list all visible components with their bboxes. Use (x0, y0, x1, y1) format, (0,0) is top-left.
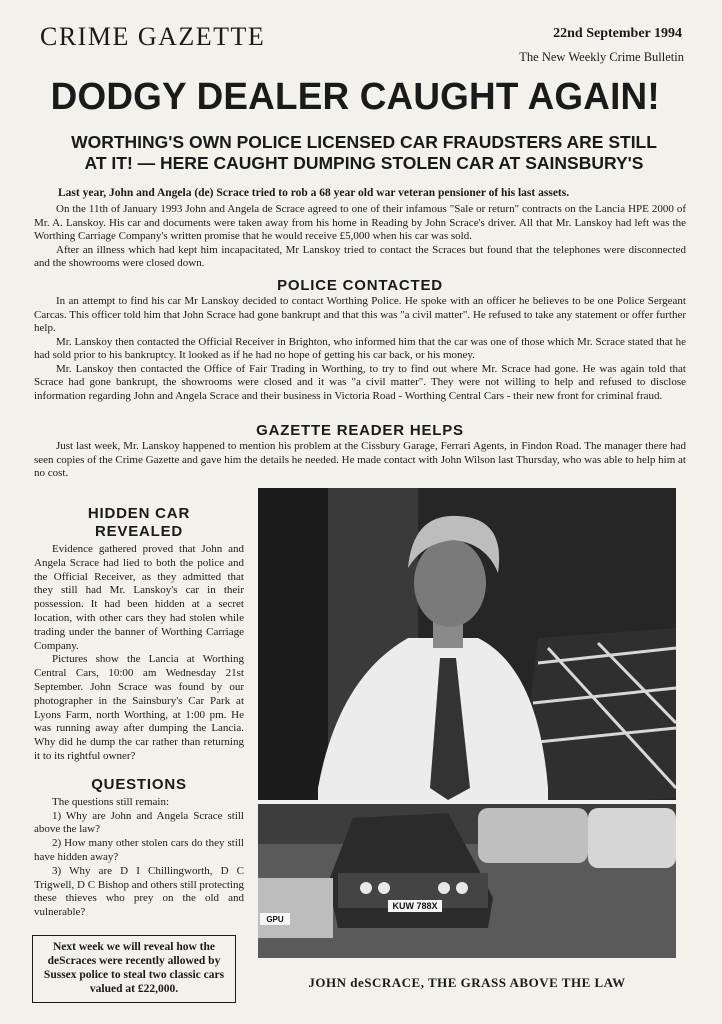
news-photo-drawing (258, 488, 676, 958)
reader-helps-text (34, 440, 686, 481)
next-week-promo-text: Next week we will reveal how the deScraces were recently allowed by Sussex police to steal two classic cars valued at £22,000. (43, 941, 225, 995)
issue-date: 22nd September 1994 (553, 26, 682, 41)
photo-caption: JOHN deSCRACE, THE GRASS ABOVE THE LAW (308, 975, 626, 990)
subheadline-line-1: WORTHING'S OWN POLICE LICENSED CAR FRAUDSTERS ARE STILL (71, 132, 657, 152)
subheadline-line-2: AT IT! — HERE CAUGHT DUMPING STOLEN CAR AT SAINSBURY'S (84, 153, 644, 173)
questions-heading: QUESTIONS (91, 775, 187, 793)
left-column (34, 505, 244, 920)
reader-helps-heading: GAZETTE READER HELPS (256, 422, 464, 439)
question-item: 1) Why are John and Angela Scrace still above the law? (34, 809, 244, 836)
hidden-car-paragraph: Pictures show the Lancia at Worthing Central Cars, 10:00 am Wednesday 21st September. John Scrace was found by our photographer in the Sainsbury's Car Park at Lyons Farm, north Worthing, at 1:00 pm. He was running away after dumping the Lancia. Why did he dump the car rather than returning it to its rightful owner? (34, 653, 244, 762)
hidden-car-paragraph: Evidence gathered proved that John and Angela Scrace had lied to both the police and the Official Receiver, as they admitted that they still had Mr. Lanskoy's car in their possession. It had been hidden at a secret location, with other cars they had stolen while trading under the banner of Worthing Carriage Company. (34, 543, 244, 652)
intro-paragraph: On the 11th of January 1993 John and Angela de Scrace agreed to one of their infamous "Sale or return" contracts on the Lancia HPE 2000 of Mr. A. Lanskoy. His car and documents were taken away from his home in Reading by John Scrace's driver. All that Mr. Lanskoy had left was the Worthing Carriage Company's written promise that he would receive £5,000 when his car was sold. (34, 203, 686, 242)
news-photo (258, 488, 676, 958)
masthead: CRIME GAZETTE (40, 22, 266, 51)
number-plate-left: GPU (266, 915, 284, 924)
police-contacted-heading: POLICE CONTACTED (277, 277, 443, 294)
police-paragraph: Mr. Lanskoy then contacted the Office of Fair Trading in Worthing, to try to find out where Mr. Scrace had gone. He was again told that Scrace had gone bankrupt, the showrooms were closed and it was "a civil matter". They were not willing to help and refused to disclose information regarding John and Angela Scrace and their business in Victoria Road - Worthing Central Cars - their new front for criminal fraud. (34, 362, 686, 402)
intro-paragraph: After an illness which had kept him incapacitated, Mr Lanskoy tried to contact the Scraces but found that the telephones were disconnected and the showrooms were closed down. (34, 243, 686, 269)
hidden-car-heading-line-2: REVEALED (94, 523, 184, 540)
police-paragraph: In an attempt to find his car Mr Lanskoy decided to contact Worthing Police. He spoke with an officer he believes to be one Police Sergeant Carcas. This officer told him that John Scrace had gone bankrupt and that this was "a civil matter". He refused to take any statement or offer further help. (34, 295, 686, 334)
police-paragraph: Mr. Lanskoy then contacted the Official Receiver in Brighton, who informed him that the car was one of those which Mr. Scrace stated that he had sold prior to his bankruptcy. It looked as if he had no hope of getting his car back, or his money. (34, 335, 686, 361)
hidden-car-heading (34, 505, 244, 541)
bulletin-tagline: The New Weekly Crime Bulletin (519, 50, 684, 64)
intro-text (34, 203, 686, 271)
number-plate-main: KUW 788X (392, 901, 438, 911)
headline: DODGY DEALER CAUGHT AGAIN! (50, 76, 660, 118)
subheadline (44, 132, 684, 174)
question-item: 2) How many other stolen cars do they still have hidden away? (34, 837, 244, 863)
lede: Last year, John and Angela (de) Scrace tried to rob a 68 year old war veteran pensioner of his last assets. (58, 187, 570, 199)
reader-paragraph: Just last week, Mr. Lanskoy happened to mention his problem at the Cissbury Garage, Ferrari Agents, in Findon Road. The manager there had seen copies of the Crime Gazette and gave him the details he needed. He made contact with John Wilson last Thursday, who was able to help him at no cost. (34, 440, 686, 479)
police-contacted-text (34, 295, 686, 403)
question-item: 3) Why are D I Chillingworth, D C Trigwell, D C Bishop and others still protecting these thieves who prey on the old and vulnerable? (34, 864, 244, 919)
next-week-promo-box (32, 935, 236, 1003)
questions-intro: The questions still remain: (52, 795, 170, 808)
hidden-car-heading-line-1: HIDDEN CAR (87, 505, 191, 522)
